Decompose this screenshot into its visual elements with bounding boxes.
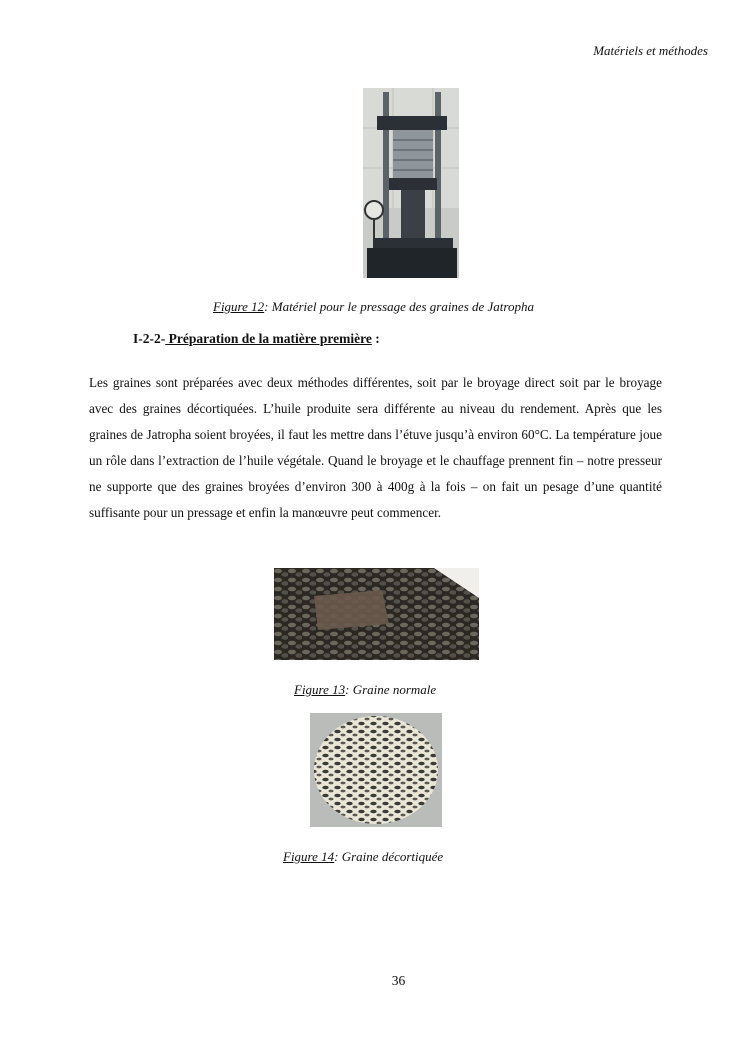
running-header: Matériels et méthodes	[593, 43, 708, 58]
figure-13-caption	[294, 682, 436, 698]
figure-14-number: Figure 14	[283, 849, 335, 864]
figure-12-caption	[213, 299, 534, 315]
figure-12-number: Figure 12	[213, 299, 265, 314]
press-machine-photo	[363, 88, 459, 278]
figure-14-caption	[283, 849, 443, 865]
normal-seeds-photo	[274, 568, 479, 660]
figure-13-text: : Graine normale	[345, 682, 437, 697]
section-suffix: :	[371, 331, 380, 346]
section-number: I-2-2-	[133, 331, 166, 346]
body-paragraph: Les graines sont préparées avec deux méthodes différentes, soit par le broyage direct soit par le broyage avec des graines décortiquées. L’huile produite sera différente au niveau du rendement. Après que les graines de Jatropha soient broyées, il faut les mettre dans l’étuve jusqu’à environ 60°C. La température joue un rôle dans l’extraction de l’huile végétale. Quand le broyage et le chauffage prennent fin – notre presseur ne supporte que des graines broyées d’environ 300 à 400g à la fois – on fait un pesage d’une quantité suffisante pour un pressage et enfin la manœuvre peut commencer.	[89, 375, 662, 520]
figure-14-text: : Graine décortiquée	[334, 849, 444, 864]
section-heading	[133, 331, 380, 347]
page-number: 36	[391, 973, 406, 988]
figure-12-text: : Matériel pour le pressage des graines de Jatropha	[264, 299, 534, 314]
figure-13-number: Figure 13	[294, 682, 346, 697]
section-title: Préparation de la matière première	[165, 331, 372, 346]
dehulled-seeds-photo	[310, 713, 442, 827]
